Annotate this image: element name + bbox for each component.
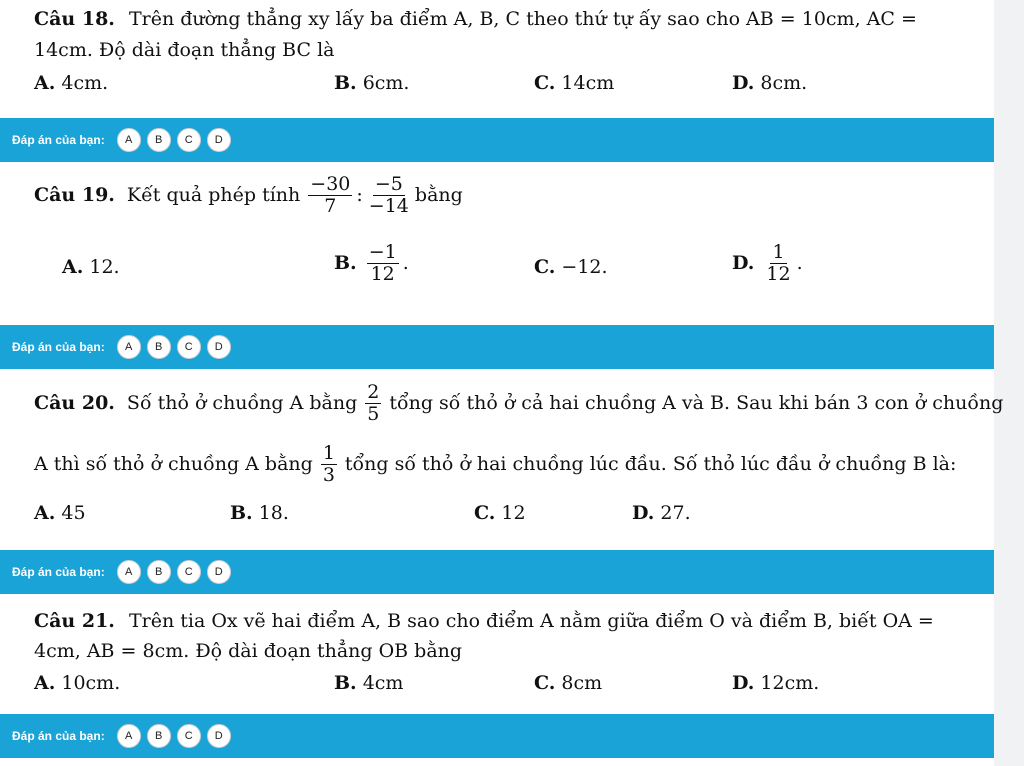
q18-option-b-value: 6cm. xyxy=(362,72,410,94)
q19-option-d-tail: . xyxy=(796,252,803,275)
answer-bar-q20 xyxy=(0,550,994,594)
q18-text1: Trên đường thẳng xy lấy ba điểm A, B, C theo thứ tự ấy sao cho AB = 10cm, AC = xyxy=(128,8,917,30)
q21-option-a-value: 10cm. xyxy=(61,672,121,694)
q19-option-a-value: 12. xyxy=(89,256,120,278)
answer-label: Đáp án của bạn: xyxy=(12,340,105,354)
choice-a-button[interactable]: A xyxy=(117,560,141,584)
answer-label: Đáp án của bạn: xyxy=(12,133,105,147)
q19-f2-denominator: −14 xyxy=(368,194,409,217)
choice-c-button[interactable]: C xyxy=(177,335,201,359)
q20-option-d-value: 27. xyxy=(660,502,691,524)
q18-option-b xyxy=(334,72,409,94)
q18-option-a-key: A. xyxy=(34,72,56,94)
choice-d-button[interactable]: D xyxy=(207,128,231,152)
q20-option-c xyxy=(474,502,526,524)
q19-option-b xyxy=(334,242,409,285)
q20-option-c-key: C. xyxy=(474,502,496,524)
q21-option-a xyxy=(34,672,120,694)
q19-f1-denominator: 7 xyxy=(324,194,337,217)
q19-option-d-numerator: 1 xyxy=(772,241,785,263)
q20-option-d xyxy=(632,502,691,524)
q21-option-d xyxy=(732,672,819,694)
q18-option-c-key: C. xyxy=(534,72,556,94)
q21-line1 xyxy=(34,610,934,632)
q21-option-b-value: 4cm xyxy=(362,672,404,694)
choice-d-button[interactable]: D xyxy=(207,724,231,748)
answer-bar-q21 xyxy=(0,714,994,758)
choice-d-button[interactable]: D xyxy=(207,335,231,359)
q20-option-b-key: B. xyxy=(230,502,253,524)
q20-l2a: A thì số thỏ ở chuồng A bằng xyxy=(34,453,313,476)
q20-f2-denominator: 3 xyxy=(322,463,335,486)
q19-number: Câu 19. xyxy=(34,184,115,207)
choice-b-button[interactable]: B xyxy=(147,560,171,584)
q21-option-b xyxy=(334,672,403,694)
choice-b-button[interactable]: B xyxy=(147,128,171,152)
answer-label: Đáp án của bạn: xyxy=(12,565,105,579)
q19-option-b-numerator: −1 xyxy=(368,241,397,263)
choice-c-button[interactable]: C xyxy=(177,128,201,152)
choice-a-button[interactable]: A xyxy=(117,335,141,359)
q20-option-b xyxy=(230,502,289,524)
q21-number: Câu 21. xyxy=(34,610,115,632)
q20-l1b: tổng số thỏ ở cả hai chuồng A và B. Sau khi bán 3 con ở chuồng xyxy=(389,392,1004,415)
q19-option-a xyxy=(62,256,120,278)
q20-number: Câu 20. xyxy=(34,392,115,415)
q21-text2: 4cm, AB = 8cm. Độ dài đoạn thẳng OB bằng xyxy=(34,640,463,662)
q18-option-a-value: 4cm. xyxy=(61,72,109,94)
q20-line2 xyxy=(34,443,956,486)
q18-option-d-value: 8cm. xyxy=(760,72,808,94)
q19-option-d-fraction xyxy=(764,242,792,285)
choice-b-button[interactable]: B xyxy=(147,724,171,748)
q19-option-d-key: D. xyxy=(732,252,755,275)
q20-f1-numerator: 2 xyxy=(367,381,380,403)
q19-option-a-key: A. xyxy=(62,256,84,278)
q21-option-c-key: C. xyxy=(534,672,556,694)
choice-a-button[interactable]: A xyxy=(117,128,141,152)
q19-option-c-value: −12. xyxy=(561,256,608,278)
q20-option-a-key: A. xyxy=(34,502,56,524)
q20-f2-numerator: 1 xyxy=(322,442,335,464)
q21-text1: Trên tia Ox vẽ hai điểm A, B sao cho điểm A nằm giữa điểm O và điểm B, biết OA = xyxy=(128,610,934,632)
q19-option-c-key: C. xyxy=(534,256,556,278)
q18-option-d xyxy=(732,72,807,94)
q19-option-b-key: B. xyxy=(334,252,357,275)
q21-option-a-key: A. xyxy=(34,672,56,694)
q20-option-d-key: D. xyxy=(632,502,655,524)
q21-option-c-value: 8cm xyxy=(561,672,603,694)
q18-option-a xyxy=(34,72,108,94)
q18-option-c xyxy=(534,72,614,94)
q21-option-c xyxy=(534,672,602,694)
q19-f1-numerator: −30 xyxy=(310,173,351,195)
q19-pre: Kết quả phép tính xyxy=(126,184,301,207)
q18-option-c-value: 14cm xyxy=(561,72,615,94)
q19-post: bằng xyxy=(414,184,463,207)
q19-fraction-1 xyxy=(308,174,352,217)
choice-b-button[interactable]: B xyxy=(147,335,171,359)
q19-line1 xyxy=(34,174,463,217)
q20-fraction-2 xyxy=(321,443,337,486)
q21-option-b-key: B. xyxy=(334,672,357,694)
q20-l2b: tổng số thỏ ở hai chuồng lúc đầu. Số thỏ lúc đầu ở chuồng B là: xyxy=(344,453,957,476)
q20-fraction-1 xyxy=(365,382,381,425)
q21-option-d-value: 12cm. xyxy=(760,672,820,694)
q20-line1 xyxy=(34,382,1003,425)
choice-d-button[interactable]: D xyxy=(207,560,231,584)
q18-number: Câu 18. xyxy=(34,8,115,30)
choice-a-button[interactable]: A xyxy=(117,724,141,748)
q20-option-c-value: 12 xyxy=(501,502,526,524)
q18-option-d-key: D. xyxy=(732,72,755,94)
q19-option-b-denominator: 12 xyxy=(370,262,395,285)
q18-text2: 14cm. Độ dài đoạn thẳng BC là xyxy=(34,39,335,61)
q19-option-b-fraction xyxy=(367,242,399,285)
q19-option-d xyxy=(732,242,803,285)
q20-option-b-value: 18. xyxy=(258,502,289,524)
q19-f2-numerator: −5 xyxy=(374,173,403,195)
choice-c-button[interactable]: C xyxy=(177,724,201,748)
q20-f1-denominator: 5 xyxy=(367,402,380,425)
q19-option-c xyxy=(534,256,608,278)
q19-option-d-denominator: 12 xyxy=(766,262,791,285)
q19-operator: : xyxy=(356,184,363,207)
q19-fraction-2 xyxy=(367,174,411,217)
q21-option-d-key: D. xyxy=(732,672,755,694)
q20-option-a xyxy=(34,502,86,524)
q18-option-b-key: B. xyxy=(334,72,357,94)
q18-line1 xyxy=(34,8,917,30)
answer-label: Đáp án của bạn: xyxy=(12,729,105,743)
choice-c-button[interactable]: C xyxy=(177,560,201,584)
q20-option-a-value: 45 xyxy=(61,502,86,524)
answer-bar-q18 xyxy=(0,118,994,162)
q19-option-b-tail: . xyxy=(402,252,409,275)
q20-l1a: Số thỏ ở chuồng A bằng xyxy=(126,392,358,415)
answer-bar-q19 xyxy=(0,325,994,369)
